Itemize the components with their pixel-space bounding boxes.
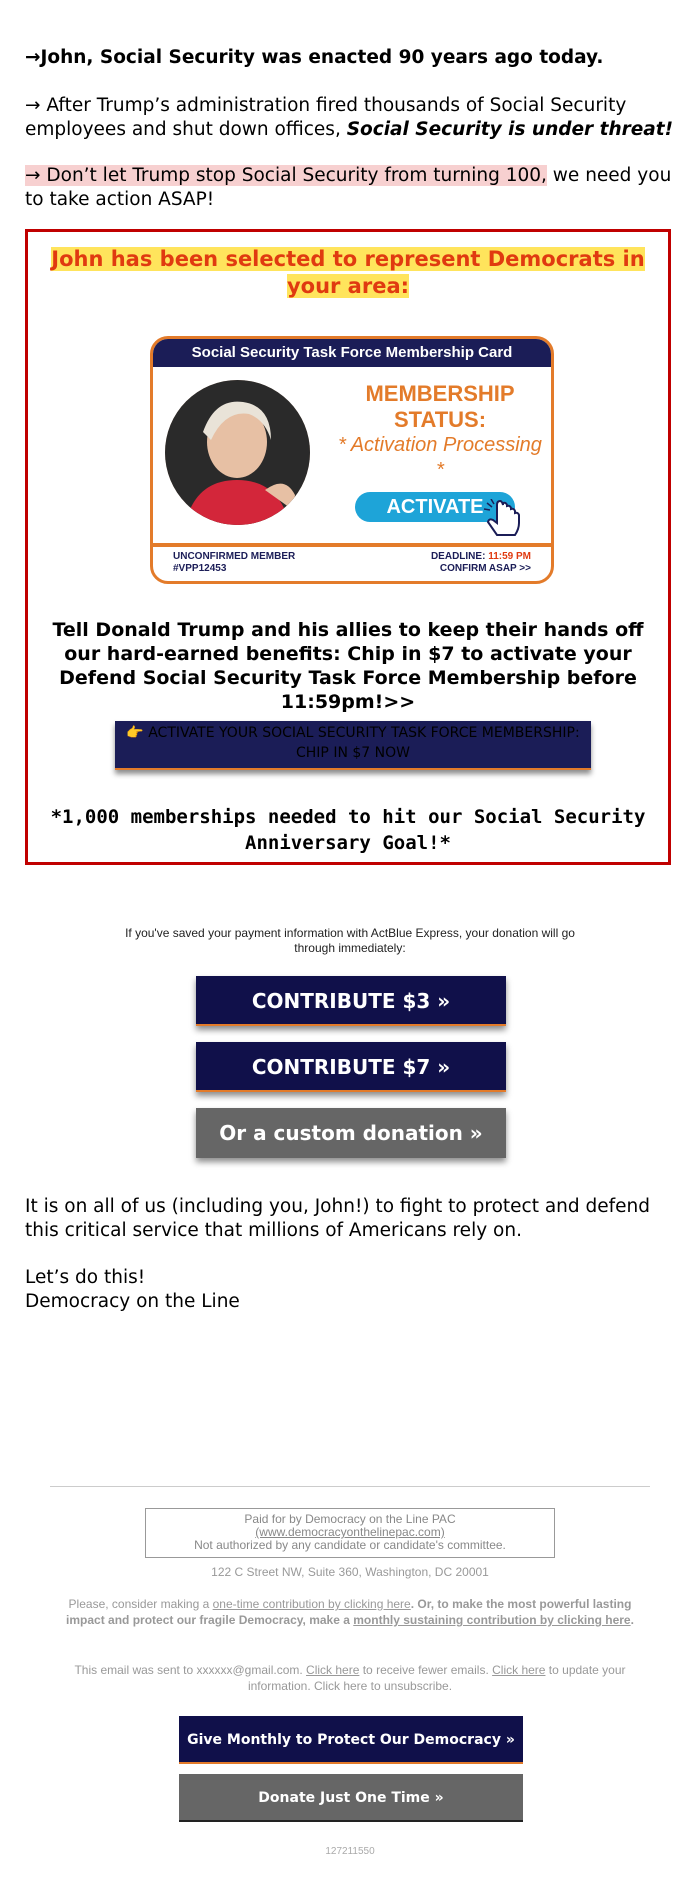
custom-donation-button[interactable]: Or a custom donation » [196, 1108, 506, 1158]
box-headline-text: John has been selected to represent Democrats in your area: [51, 247, 645, 298]
paid-by: Paid for by Democracy on the Line PAC [244, 1512, 456, 1526]
appeal-text-b: . Or, to make the most powerful lasting impact and protect our fragile Democracy, make a [66, 1597, 632, 1627]
task-force-callout-box [25, 229, 671, 865]
mailing-address: 122 C Street NW, Suite 360, Washington, DC 20001 [211, 1565, 489, 1579]
status-title: MEMBERSHIP STATUS: [365, 381, 515, 432]
intro-line-2-text: → After Trump’s administration fired thousands of Social Security employees and shut down offices, [25, 95, 627, 140]
give-monthly-button[interactable]: Give Monthly to Protect Our Democracy » [179, 1716, 523, 1764]
not-authorized: Not authorized by any candidate or candidate's committee. [194, 1538, 506, 1552]
member-id: #VPP12453 [173, 563, 227, 574]
paid-url-link[interactable]: (www.democracyonthelinepac.com) [255, 1525, 445, 1539]
intro-line-1: →John, Social Security was enacted 90 years ago today. [25, 47, 604, 68]
contribute-7-button[interactable]: CONTRIBUTE $7 » [196, 1042, 506, 1092]
email-code: 127211550 [325, 1846, 375, 1857]
box-body-text: Tell Donald Trump and his allies to keep their hands off our hard-earned benefits: Chip in $7 to activate your Defend Social Security Task Force Membership before 11:59pm!>> [52, 619, 644, 713]
email-notice [60, 1662, 640, 1694]
deadline [431, 551, 531, 563]
paid-for-disclaimer [145, 1508, 555, 1558]
card-member-info [173, 551, 295, 575]
box-headline [28, 246, 668, 300]
donate-one-time-button[interactable]: Donate Just One Time » [179, 1774, 523, 1822]
email-notice-a: This email was sent to xxxxxx@gmail.com. [74, 1663, 307, 1677]
intro-line-3-text: we need you to take action ASAP! [25, 165, 672, 210]
signoff-line: Let’s do this! [25, 1267, 146, 1288]
intro-line-2-emphasis: Social Security is under threat! [346, 119, 674, 140]
closing-paragraph: It is on all of us (including you, John!) to fight to protect and defend this critical service that millions of Americans rely on. [25, 1196, 651, 1241]
email-notice-b: to receive fewer emails. [359, 1663, 493, 1677]
appeal-text-c: . [630, 1613, 634, 1627]
membership-card-image[interactable] [150, 336, 554, 584]
closing-signoff [25, 1266, 675, 1314]
actblue-note: If you've saved your payment information with ActBlue Express, your donation will go through immediately: [125, 926, 575, 955]
email-notice-c: to update your information. Click here to unsubscribe. [247, 1663, 626, 1693]
monthly-contribution-link[interactable]: monthly sustaining contribution by clicking here [353, 1613, 631, 1627]
contribution-appeal [60, 1596, 640, 1628]
status-subtitle: * Activation Processing * [338, 434, 542, 481]
card-divider [153, 543, 551, 547]
confirm-asap: CONFIRM ASAP >> [439, 563, 531, 574]
signoff-org: Democracy on the Line [25, 1291, 240, 1312]
pointer-hand-icon [483, 499, 531, 541]
activate-membership-button[interactable]: 👉 ACTIVATE YOUR SOCIAL SECURITY TASK FORCE MEMBERSHIP: CHIP IN $7 NOW [115, 721, 591, 770]
intro-line-3 [25, 164, 675, 212]
membership-goal: *1,000 memberships needed to hit our Social Security Anniversary Goal!* [50, 806, 646, 854]
membership-status [335, 381, 545, 483]
member-label: UNCONFIRMED MEMBER [173, 551, 296, 562]
contribute-3-button[interactable]: CONTRIBUTE $3 » [196, 976, 506, 1026]
card-activate-button[interactable]: ACTIVATE [355, 492, 515, 522]
footer-divider [50, 1486, 650, 1487]
card-title: Social Security Task Force Membership Card [153, 339, 551, 367]
deadline-time: 11:59 PM [488, 551, 531, 562]
fewer-emails-link[interactable]: Click here [306, 1663, 360, 1677]
portrait-icon [165, 380, 310, 525]
one-time-contribution-link[interactable]: one-time contribution by clicking here [212, 1597, 411, 1611]
card-deadline-info [431, 551, 531, 575]
appeal-text-a: Please, consider making a [68, 1597, 213, 1611]
deadline-label: DEADLINE: [430, 551, 486, 562]
intro-line-3-highlight: → Don’t let Trump stop Social Security from turning 100, [25, 165, 547, 186]
portrait-photo [165, 380, 310, 525]
intro-line-2 [25, 94, 675, 142]
update-info-link[interactable]: Click here [492, 1663, 546, 1677]
